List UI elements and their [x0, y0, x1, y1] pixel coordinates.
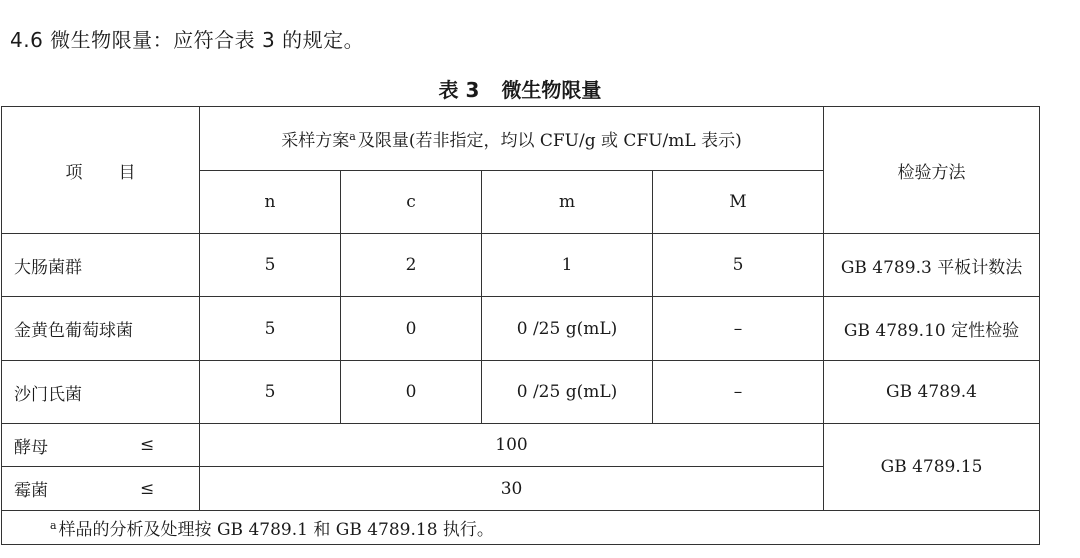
row-method: GB 4789.4	[824, 361, 1040, 424]
row-M: –	[653, 297, 824, 361]
sub-header-n: n	[200, 171, 341, 234]
table-number: 表 3	[438, 78, 480, 102]
table-title: 微生物限量	[501, 78, 602, 102]
row-m: 0 /25 g(mL)	[482, 361, 653, 424]
sub-header-m: m	[482, 171, 653, 234]
table-row	[2, 361, 1040, 424]
table-row	[2, 297, 1040, 361]
less-equal-symbol: ≤	[140, 478, 155, 499]
row-method: GB 4789.10 定性检验	[824, 297, 1040, 361]
footnote-row	[2, 511, 1040, 545]
row-item: 大肠菌群	[2, 234, 200, 297]
row-method: GB 4789.3 平板计数法	[824, 234, 1040, 297]
row-c: 0	[341, 297, 482, 361]
row-n: 5	[200, 297, 341, 361]
row-c: 2	[341, 234, 482, 297]
table-row	[2, 234, 1040, 297]
section-heading: 4.6 微生物限量：应符合表 3 的规定。	[10, 28, 365, 52]
header-row	[2, 107, 1040, 171]
row-limit-value: 100	[200, 424, 824, 467]
row-item: 酵母 ≤	[2, 424, 200, 467]
row-M: –	[653, 361, 824, 424]
sub-header-M: M	[653, 171, 824, 234]
row-m: 0 /25 g(mL)	[482, 297, 653, 361]
sub-header-c: c	[341, 171, 482, 234]
table-row	[2, 424, 1040, 467]
table-footnote: $^a$ 样品的分析及处理按 GB 4789.1 和 GB 4789.18 执行。	[2, 511, 1040, 545]
row-item: 霉菌 ≤	[2, 467, 200, 511]
microbial-limits-table	[1, 106, 1040, 545]
row-m: 1	[482, 234, 653, 297]
method-header: 检验方法	[824, 107, 1040, 234]
less-equal-symbol: ≤	[140, 435, 155, 455]
row-n: 5	[200, 234, 341, 297]
row-method: GB 4789.15	[824, 424, 1040, 511]
item-header: 项 目	[2, 107, 200, 234]
row-n: 5	[200, 361, 341, 424]
footnote-marker: a	[349, 130, 356, 143]
row-limit-value: 30	[200, 467, 824, 511]
footnote-marker: a	[50, 519, 57, 532]
table-caption	[0, 74, 1040, 103]
row-c: 0	[341, 361, 482, 424]
sampling-plan-header: 采样方案$^a$ 及限量(若非指定，均以 CFU/g 或 CFU/mL 表示)	[200, 107, 824, 171]
row-item: 沙门氏菌	[2, 361, 200, 424]
row-item: 金黄色葡萄球菌	[2, 297, 200, 361]
row-M: 5	[653, 234, 824, 297]
